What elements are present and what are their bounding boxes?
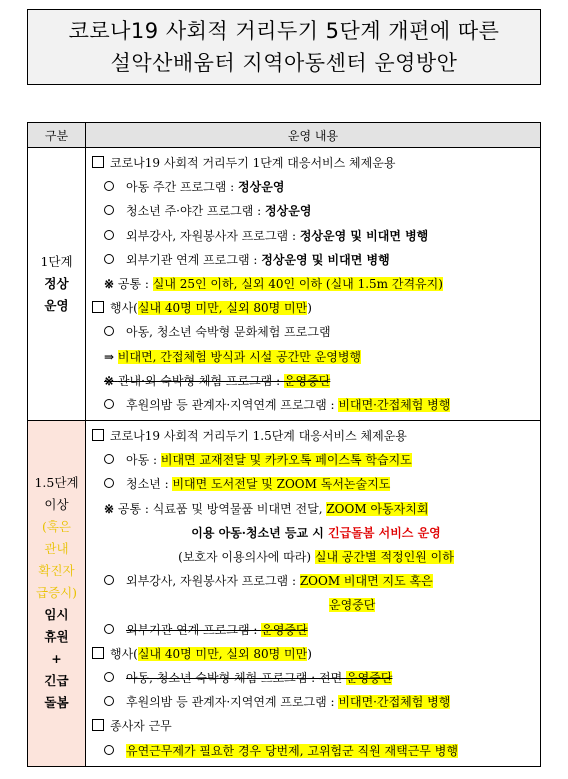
list-item: 외부강사, 자원봉사자 프로그램 : ZOOM 비대면 지도 혹은 [92,569,540,593]
circle-bullet-icon [104,478,114,488]
stage-1-status-2: 운영 [44,298,69,314]
arrow-right-icon: ⇒ [104,349,115,364]
stage-1-label [28,148,86,420]
checkbox-square-icon [92,156,104,168]
title-line-2: 설악산배움터 지역아동센터 운영방안 [110,51,458,75]
table-header [28,123,540,148]
list-item: 행사(실내 40명 미만, 실외 80명 미만) [92,296,540,320]
checkbox-square-icon [92,719,104,731]
list-item: 청소년 : 비대면 도서전달 및 ZOOM 독서논술지도 [92,472,540,496]
stage-2-content [86,421,540,766]
list-item: (보호자 이용의사에 따라) 실내 공간별 적정인원 이하 [178,550,454,564]
circle-bullet-icon [104,745,114,755]
list-item: 청소년 주·야간 프로그램 : 정상운영 [92,199,540,223]
list-item: 종사자 근무 [92,714,540,738]
stage-1-status-1: 정상 [44,276,69,292]
reference-mark-icon: ※ [104,501,115,516]
header-category: 구분 [28,123,86,147]
stage-1-row [28,148,540,421]
checkbox-square-icon [92,301,104,313]
list-item: 운영중단 [329,598,376,613]
checkbox-square-icon [92,647,104,659]
circle-bullet-icon [104,254,114,264]
header-content: 운영 내용 [287,128,339,143]
list-item: 외부기관 연계 프로그램 : 운영중단 [92,618,540,642]
circle-bullet-icon [104,181,114,191]
circle-bullet-icon [104,326,114,336]
stage-1-level: 1단계 [40,254,73,270]
reference-mark-icon: ※ [104,373,115,388]
list-item: 유연근무제가 필요한 경우 당번제, 고위험군 직원 재택근무 병행 [92,739,540,763]
list-item: 후원의밤 등 관계자·지역연계 프로그램 : 비대면·간접체험 병행 [92,690,540,714]
stage-2-row [28,421,540,766]
checkbox-square-icon [92,429,104,441]
title-line-1: 코로나19 사회적 거리두기 5단계 개편에 따른 [68,19,500,43]
circle-bullet-icon [104,230,114,240]
list-item: 후원의밤 등 관계자·지역연계 프로그램 : 비대면·간접체험 병행 [92,393,540,417]
circle-bullet-icon [104,205,114,215]
list-item: 코로나19 사회적 거리두기 1.5단계 대응서비스 체제운용 [92,424,540,448]
circle-bullet-icon [104,399,114,409]
circle-bullet-icon [104,454,114,464]
circle-bullet-icon [104,672,114,682]
circle-bullet-icon [104,624,114,634]
circle-bullet-icon [104,575,114,585]
list-item: 아동 주간 프로그램 : 정상운영 [92,175,540,199]
list-item: ⇒ 비대면, 간접체험 방식과 시설 공간만 운영병행 [104,349,362,364]
list-item: 행사(실내 40명 미만, 실외 80명 미만) [92,642,540,666]
list-item: ※ 관내·외 숙박형 체험 프로그램 : 운영중단 [104,373,331,388]
list-item: ※ 공통 : 실내 25인 이하, 실외 40인 이하 (실내 1.5m 간격유지) [104,276,443,291]
operation-table [27,122,541,767]
document-title-box [27,9,541,85]
list-item: 외부강사, 자원봉사자 프로그램 : 정상운영 및 비대면 병행 [92,224,540,248]
list-item: 외부기관 연계 프로그램 : 정상운영 및 비대면 병행 [92,248,540,272]
stage-1-content [86,148,540,420]
circle-bullet-icon [104,696,114,706]
list-item: 코로나19 사회적 거리두기 1단계 대응서비스 체제운용 [92,151,540,175]
list-item: ※ 공통 : 식료품 및 방역물품 비대면 전달, ZOOM 아동자치회 [104,501,429,516]
list-item: 아동, 청소년 숙박형 체험 프로그램 : 전면 운영중단 [92,666,540,690]
stage-2-label: 1.5단계 이상 (혹은 관내 확진자 급증시) 임시 휴원 + 긴급 돌봄 [28,421,86,766]
reference-mark-icon: ※ [104,276,115,291]
list-item: 아동 : 비대면 교재전달 및 카카오톡 페이스톡 학습지도 [92,448,540,472]
list-item: 아동, 청소년 숙박형 문화체험 프로그램 [92,320,540,344]
list-item: 이용 아동·청소년 등교 시 긴급돌봄 서비스 운영 [191,525,441,540]
